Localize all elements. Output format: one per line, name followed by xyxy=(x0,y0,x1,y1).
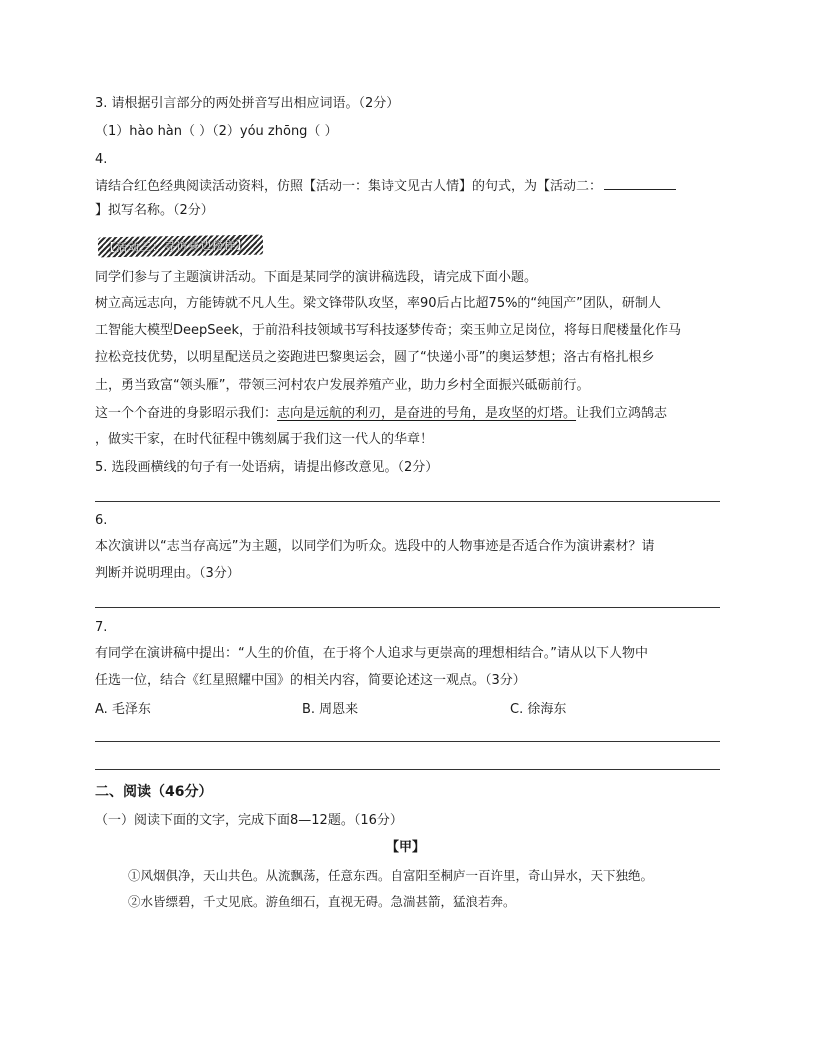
activity-stamp-text: 【活动三：寻访身边榜样】 xyxy=(103,238,249,255)
passage-line-5-end: 让我们立鸿鹄志 xyxy=(576,406,668,421)
classical-text-line-2: ②水皆缥碧，千丈见底。游鱼细石，直视无碍。急湍甚箭，猛浪若奔。 xyxy=(128,894,516,909)
q7-option-a[interactable]: A. 毛泽东 xyxy=(95,702,151,717)
q7-line-1: 有同学在演讲稿中提出：“人生的价值，在于将个人追求与更崇高的理想相结合。”请从以下人物中 xyxy=(95,646,648,661)
text-jia-heading: 【甲】 xyxy=(386,840,426,855)
q6-answer-line[interactable] xyxy=(95,607,720,608)
q4-line-2: 】拟写名称。（2分） xyxy=(95,203,214,218)
passage-line-6: ，做实干家，在时代征程中镌刻属于我们这一代人的华章！ xyxy=(95,432,434,447)
passage-line-5-start: 这一个个奋进的身影昭示我们： xyxy=(95,406,278,421)
passage-intro: 同学们参与了主题演讲活动。下面是某同学的演讲稿选段，请完成下面小题。 xyxy=(95,270,538,285)
classical-text-line-1: ①风烟俱净，天山共色。从流飘荡，任意东西。自富阳至桐庐一百许里，奇山异水，天下独绝。 xyxy=(128,868,654,883)
q7-option-b[interactable]: B. 周恩来 xyxy=(302,702,359,717)
passage-line-2: 工智能大模型DeepSeek，于前沿科技领域书写科技逐梦传奇；栾玉帅立足岗位，将每日爬楼量化作马 xyxy=(95,323,682,338)
passage-line-1: 树立高远志向，方能铸就不凡人生。梁文锋带队攻坚，率90后占比超75%的“纯国产”团队，研制人 xyxy=(95,296,661,311)
q4-line-1 xyxy=(95,176,678,197)
passage-line-5 xyxy=(95,404,667,424)
activity-stamp-image xyxy=(98,235,263,258)
section-2-subtitle: （一）阅读下面的文字，完成下面8—12题。（16分） xyxy=(95,813,403,828)
q6-line-2: 判断并说明理由。（3分） xyxy=(95,566,240,581)
q6-number: 6. xyxy=(95,513,108,528)
q5-stem: 5. 选段画横线的句子有一处语病，请提出修改意见。（2分） xyxy=(95,460,439,475)
q6-line-1: 本次演讲以“志当存高远”为主题，以同学们为听众。选段中的人物事迹是否适合作为演讲素材？请 xyxy=(95,539,655,554)
q4-number: 4. xyxy=(95,152,108,167)
passage-line-4: 土，勇当致富“领头雁”，带领三河村农户发展养殖产业，助力乡村全面振兴砥砺前行。 xyxy=(95,378,590,393)
q7-number: 7. xyxy=(95,620,108,635)
q3-stem: 3. 请根据引言部分的两处拼音写出相应词语。（2分） xyxy=(95,96,400,111)
underlined-sentence: 志向是远航的利刃，是奋进的号角，是攻坚的灯塔。 xyxy=(277,406,577,421)
q7-answer-line-2[interactable] xyxy=(95,769,720,770)
passage-line-3: 拉松竞技优势，以明星配送员之姿跑进巴黎奥运会，圆了“快递小哥”的奥运梦想；洛古有格扎根乡 xyxy=(95,350,655,365)
q4-answer-blank[interactable] xyxy=(604,176,676,190)
q7-option-c[interactable]: C. 徐海东 xyxy=(510,702,567,717)
q4-line-1-text: 请结合红色经典阅读活动资料，仿照【活动一：集诗文见古人情】的句式，为【活动二： xyxy=(95,179,603,194)
q7-answer-line-1[interactable] xyxy=(95,741,720,742)
q3-subquestions: （1）hào hàn（ ）（2）yóu zhōng（ ） xyxy=(95,124,338,139)
q7-line-2: 任选一位，结合《红星照耀中国》的相关内容，简要论述这一观点。（3分） xyxy=(95,673,526,688)
q5-answer-line[interactable] xyxy=(95,501,720,502)
section-2-title: 二、阅读（46分） xyxy=(95,784,213,800)
